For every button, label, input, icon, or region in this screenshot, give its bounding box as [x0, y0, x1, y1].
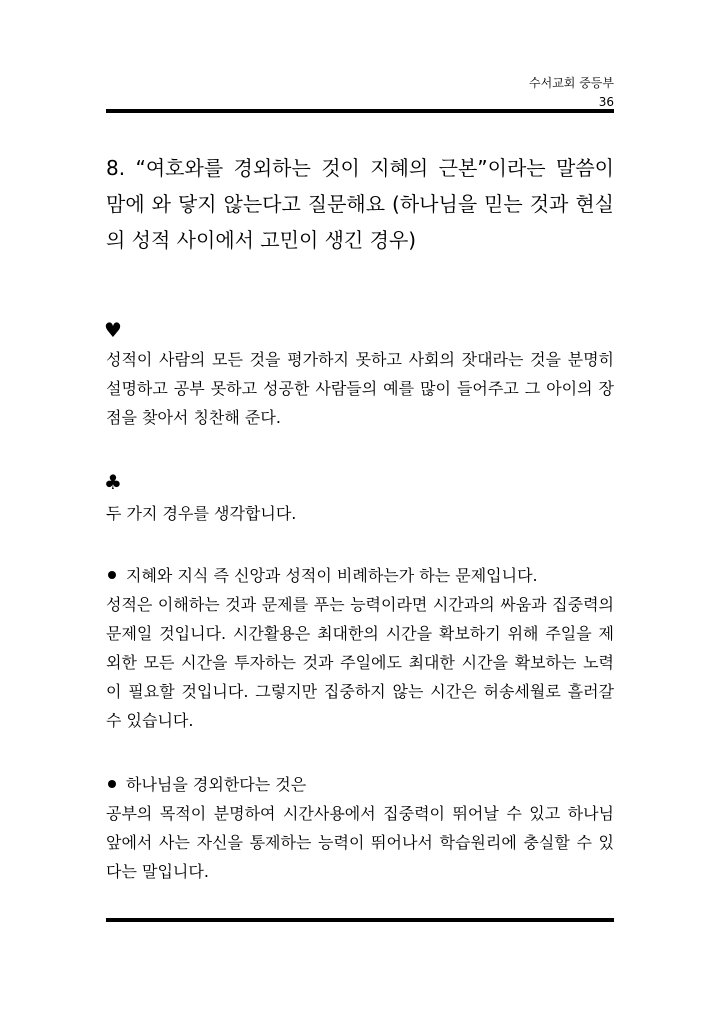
heart-answer-text: 성적이 사람의 모든 것을 평가하지 못하고 사회의 잣대라는 것을 분명히 설명하고 공부 못하고 성공한 사람들의 예를 많이 들어주고 그 아이의 장점을 찾아서 칭찬해 준다.	[106, 350, 614, 427]
header-church-name: 수서교회 중등부	[529, 76, 614, 90]
bullet-point-2-text: 공부의 목적이 분명하여 시간사용에서 집중력이 뛰어날 수 있고 하나님 앞에서 사는 자신을 통제하는 능력이 뛰어나서 학습원리에 충실할 수 있다는 말입니다.	[106, 804, 614, 881]
bullet-point-2	[106, 770, 614, 799]
bullet-point-2-heading: 하나님을 경외한다는 것은	[126, 775, 307, 794]
bullet-point-1-text: 성적은 이해하는 것과 문제를 푸는 능력이라면 시간과의 싸움과 집중력의 문제일 것입니다. 시간활용은 최대한의 시간을 확보하기 위해 주일을 제외한 모든 시간을 투자하는 것과 주일에도 최대한 시간을 확보하는 노력이 필요할 것입니다. 그렇지만 집중하지 않는 시간은 허송세월로 흘러갈 수 있습니다.	[106, 595, 614, 730]
bullet-point-1-heading: 지혜와 지식 즉 신앙과 성적이 비례하는가 하는 문제입니다.	[126, 566, 538, 585]
bullet-icon	[108, 571, 116, 579]
bullet-point-1	[106, 561, 614, 590]
bullet-icon	[108, 780, 116, 788]
header-rule	[106, 109, 614, 113]
question-heading: 8. “여호와를 경외하는 것이 지혜의 근본”이라는 말씀이 맘에 와 닿지 않는다고 질문해요 (하나님을 믿는 것과 현실의 성적 사이에서 고민이 생긴 경우)	[106, 156, 614, 252]
heart-icon: ♥	[104, 318, 122, 342]
club-intro-text: 두 가지 경우를 생각합니다.	[106, 504, 297, 523]
footer-rule	[106, 918, 614, 922]
club-icon: ♣	[104, 470, 122, 494]
page-number: 36	[598, 95, 614, 109]
